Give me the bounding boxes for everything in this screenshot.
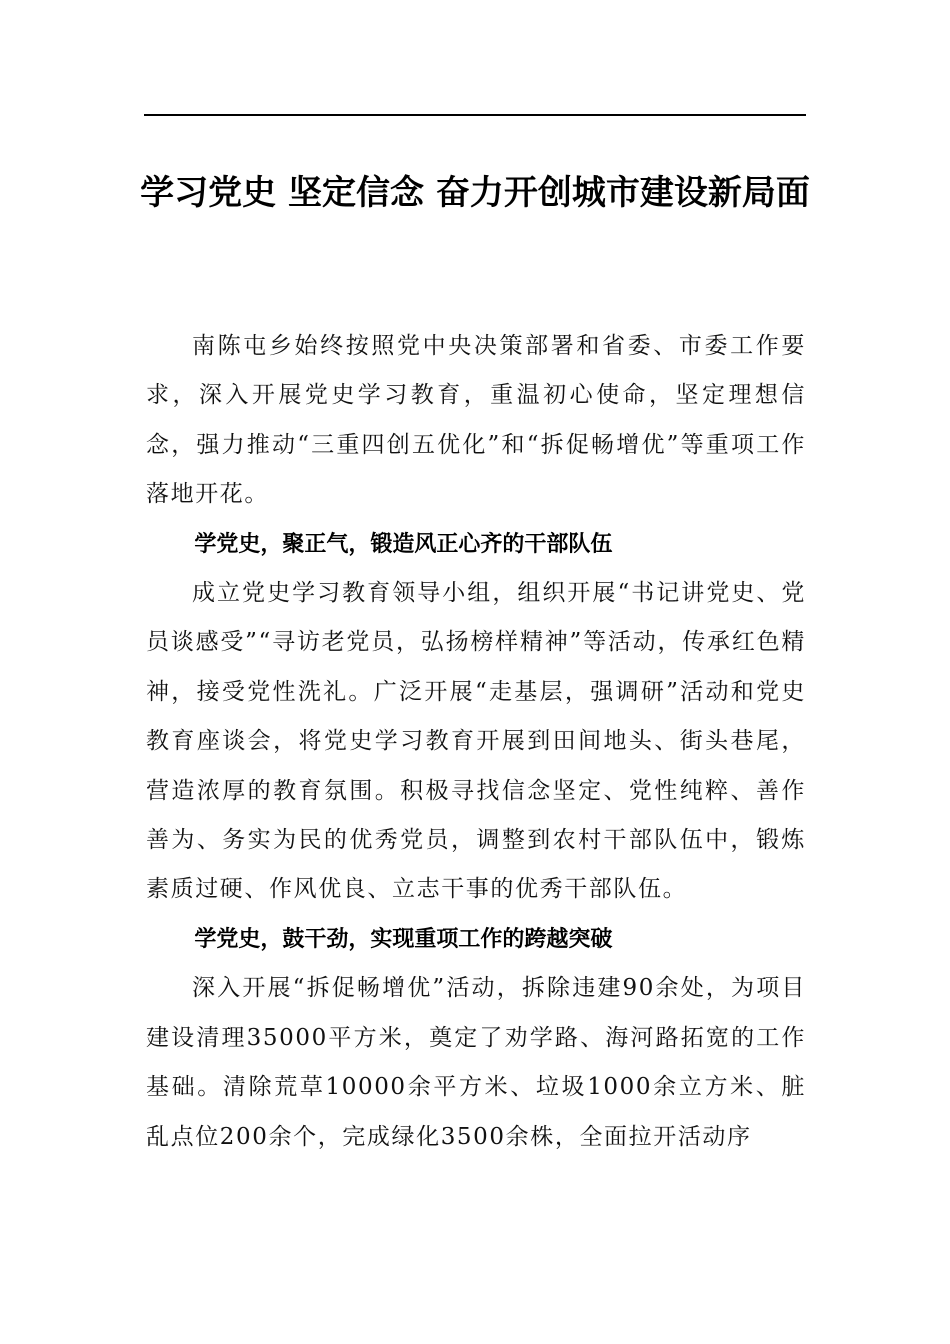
- section-paragraph-2: 深入开展“拆促畅增优”活动，拆除违建90余处，为项目建设清理35000平方米，奠定了劝学路、海河路拓宽的工作基础。清除荒草10000余平方米、垃圾1000余立方米、脏乱点位200余个，完成绿化3500余株，全面拉开活动序: [146, 975, 806, 1150]
- section-paragraph-1: 成立党史学习教育领导小组，组织开展“书记讲党史、党员谈感受”“寻访老党员，弘扬榜样精神”等活动，传承红色精神，接受党性洗礼。广泛开展“走基层，强调研”活动和党史教育座谈会，将党史学习教育开展到田间地头、街头巷尾，营造浓厚的教育氛围。积极寻找信念坚定、党性纯粹、善作善为、务实为民的优秀党员，调整到农村干部队伍中，锻炼素质过硬、作风优良、立志干事的优秀干部队伍。: [146, 580, 806, 903]
- document-body: [146, 322, 806, 1162]
- document-title: 学习党史 坚定信念 奋力开创城市建设新局面: [140, 173, 810, 213]
- header-rule: [144, 114, 806, 116]
- intro-paragraph: 南陈屯乡始终按照党中央决策部署和省委、市委工作要求，深入开展党史学习教育，重温初心使命，坚定理想信念，强力推动“三重四创五优化”和“拆促畅增优”等重项工作落地开花。: [146, 333, 806, 508]
- section-heading-2: 学党史，鼓干劲，实现重项工作的跨越突破: [194, 926, 613, 952]
- section-heading-1: 学党史，聚正气，锻造风正心齐的干部队伍: [194, 531, 613, 557]
